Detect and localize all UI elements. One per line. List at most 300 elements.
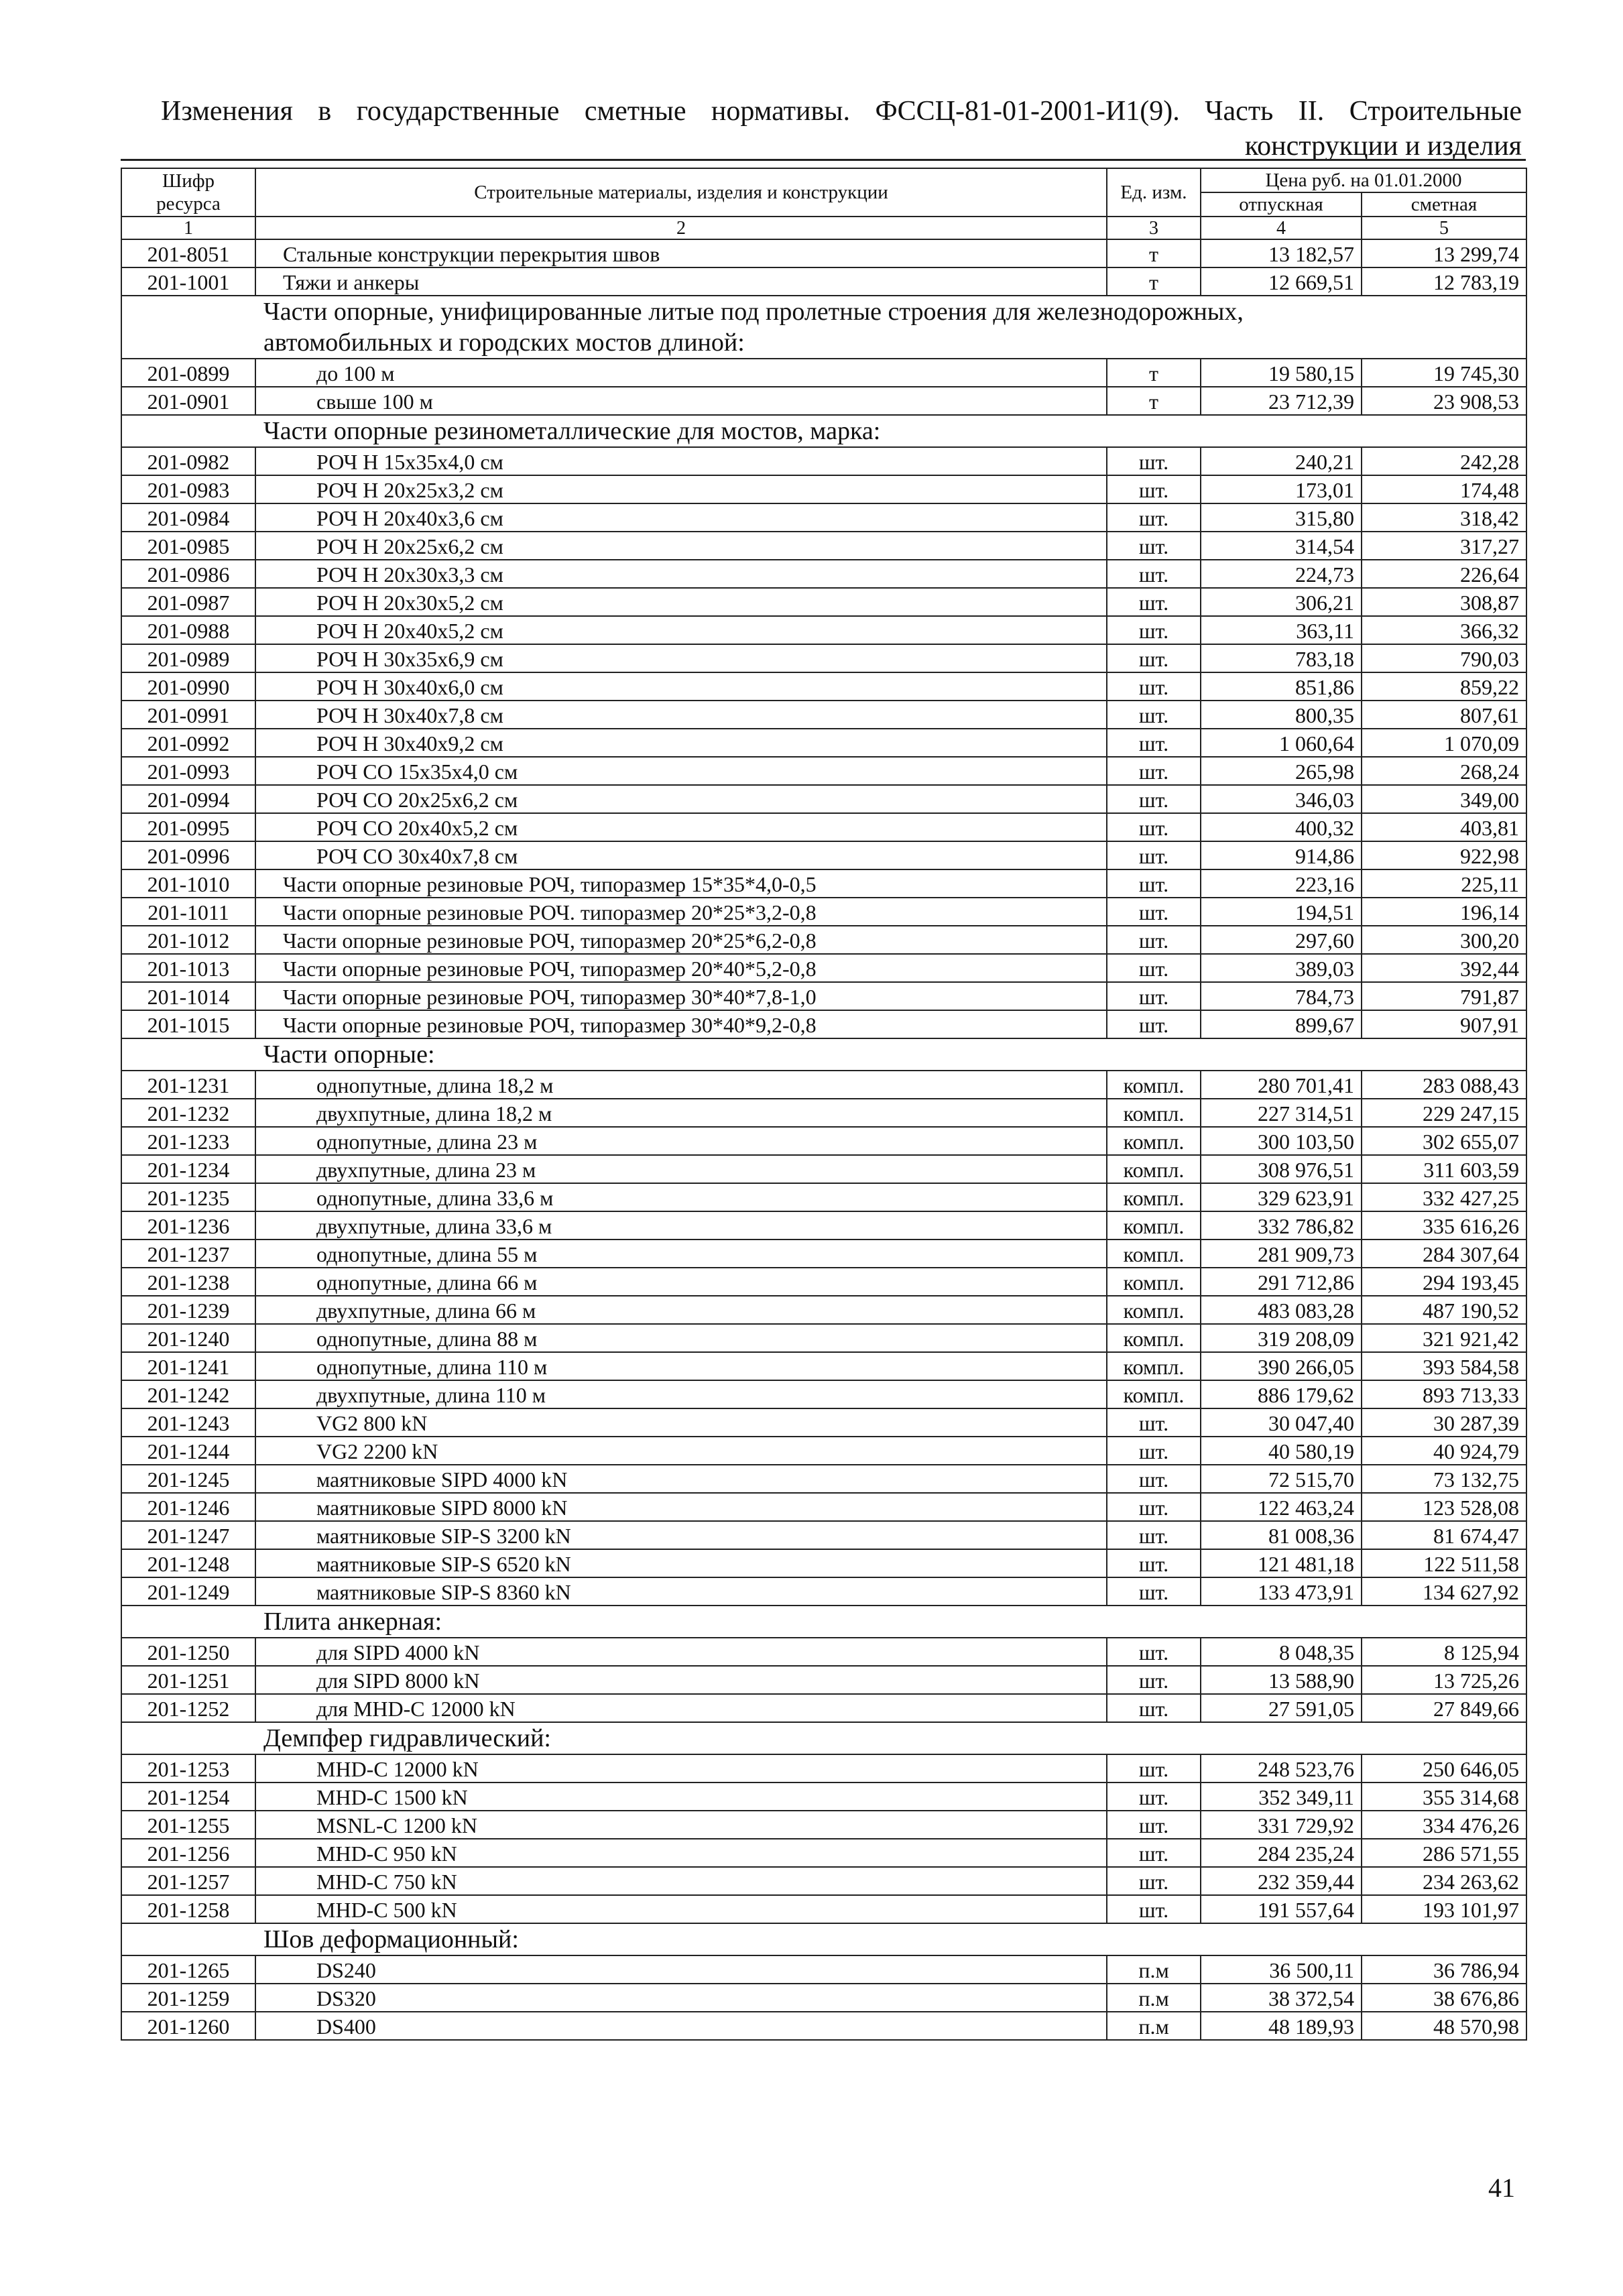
table-row — [121, 1324, 1526, 1352]
item-name: двухпутные, длина 110 м — [255, 1380, 1107, 1408]
release-price: 40 580,19 — [1201, 1437, 1362, 1465]
table-row — [121, 1955, 1526, 1984]
release-price: 280 701,41 — [1201, 1071, 1362, 1099]
table-row — [121, 1155, 1526, 1183]
unit-of-measure: п.м — [1107, 2012, 1201, 2040]
table-row — [121, 503, 1526, 532]
column-number: 2 — [255, 217, 1107, 239]
resource-code: 201-1235 — [121, 1183, 255, 1211]
table-row — [121, 1240, 1526, 1268]
section-header-row — [121, 415, 1526, 447]
estimate-price: 250 646,05 — [1362, 1754, 1526, 1783]
unit-of-measure: компл. — [1107, 1240, 1201, 1268]
item-name: DS400 — [255, 2012, 1107, 2040]
item-name: РОЧ СО 30x40x7,8 см — [255, 841, 1107, 869]
resource-code: 201-1255 — [121, 1811, 255, 1839]
table-row — [121, 1183, 1526, 1211]
table-row — [121, 616, 1526, 644]
release-price: 851,86 — [1201, 672, 1362, 701]
section-title: Шов деформационный: — [255, 1923, 1526, 1955]
estimate-price: 1 070,09 — [1362, 729, 1526, 757]
unit-of-measure: шт. — [1107, 926, 1201, 954]
table-row — [121, 785, 1526, 813]
table-row — [121, 1754, 1526, 1783]
resource-code: 201-1011 — [121, 898, 255, 926]
item-name: двухпутные, длина 23 м — [255, 1155, 1107, 1183]
item-name: однопутные, длина 55 м — [255, 1240, 1107, 1268]
unit-of-measure: компл. — [1107, 1071, 1201, 1099]
release-price: 13 588,90 — [1201, 1666, 1362, 1694]
table-row — [121, 869, 1526, 898]
column-number-row — [121, 217, 1526, 239]
unit-of-measure: шт. — [1107, 1839, 1201, 1867]
release-price: 248 523,76 — [1201, 1754, 1362, 1783]
item-name: РОЧ Н 15x35x4,0 см — [255, 447, 1107, 475]
unit-of-measure: шт. — [1107, 701, 1201, 729]
unit-of-measure: шт. — [1107, 588, 1201, 616]
table-row — [121, 387, 1526, 415]
unit-of-measure: компл. — [1107, 1099, 1201, 1127]
resource-code: 201-1244 — [121, 1437, 255, 1465]
release-price: 800,35 — [1201, 701, 1362, 729]
resource-code: 201-0983 — [121, 475, 255, 503]
item-name: РОЧ Н 20x30x5,2 см — [255, 588, 1107, 616]
item-name: РОЧ Н 20x40x3,6 см — [255, 503, 1107, 532]
estimate-price: 302 655,07 — [1362, 1127, 1526, 1155]
item-name: маятниковые SIP-S 8360 kN — [255, 1577, 1107, 1606]
header-name: Строительные материалы, изделия и конструкции — [255, 168, 1107, 217]
unit-of-measure: шт. — [1107, 616, 1201, 644]
item-name: MHD-C 500 kN — [255, 1895, 1107, 1923]
column-number: 5 — [1362, 217, 1526, 239]
item-name: РОЧ СО 20x40x5,2 см — [255, 813, 1107, 841]
item-name: двухпутные, длина 66 м — [255, 1296, 1107, 1324]
release-price: 224,73 — [1201, 560, 1362, 588]
section-header-row — [121, 1038, 1526, 1071]
item-name: Части опорные резиновые РОЧ, типоразмер 20*25*6,2-0,8 — [255, 926, 1107, 954]
resource-code: 201-0986 — [121, 560, 255, 588]
item-name: для SIPD 8000 kN — [255, 1666, 1107, 1694]
release-price: 483 083,28 — [1201, 1296, 1362, 1324]
release-price: 783,18 — [1201, 644, 1362, 672]
table-row — [121, 644, 1526, 672]
estimate-price: 907,91 — [1362, 1010, 1526, 1038]
resource-code: 201-1234 — [121, 1155, 255, 1183]
table-row — [121, 588, 1526, 616]
unit-of-measure: шт. — [1107, 1694, 1201, 1722]
unit-of-measure: шт. — [1107, 1867, 1201, 1895]
table-row — [121, 239, 1526, 267]
header-code: Шифр ресурса — [121, 168, 255, 217]
item-name: РОЧ Н 30x40x7,8 см — [255, 701, 1107, 729]
release-price: 27 591,05 — [1201, 1694, 1362, 1722]
item-name: РОЧ Н 20x30x3,3 см — [255, 560, 1107, 588]
estimate-price: 38 676,86 — [1362, 1984, 1526, 2012]
table-row — [121, 954, 1526, 982]
release-price: 36 500,11 — [1201, 1955, 1362, 1984]
unit-of-measure: компл. — [1107, 1296, 1201, 1324]
release-price: 352 349,11 — [1201, 1783, 1362, 1811]
table-row — [121, 672, 1526, 701]
release-price: 291 712,86 — [1201, 1268, 1362, 1296]
estimate-price: 791,87 — [1362, 982, 1526, 1010]
unit-of-measure: шт. — [1107, 785, 1201, 813]
resource-code: 201-0989 — [121, 644, 255, 672]
release-price: 12 669,51 — [1201, 267, 1362, 296]
estimate-price: 487 190,52 — [1362, 1296, 1526, 1324]
unit-of-measure: шт. — [1107, 1895, 1201, 1923]
table-row — [121, 1867, 1526, 1895]
item-name: однопутные, длина 110 м — [255, 1352, 1107, 1380]
release-price: 886 179,62 — [1201, 1380, 1362, 1408]
resource-code: 201-1258 — [121, 1895, 255, 1923]
table-row — [121, 447, 1526, 475]
unit-of-measure: т — [1107, 387, 1201, 415]
item-name: MHD-C 12000 kN — [255, 1754, 1107, 1783]
table-row — [121, 1211, 1526, 1240]
estimate-price: 392,44 — [1362, 954, 1526, 982]
section-header-blank — [121, 296, 255, 359]
table-row — [121, 1895, 1526, 1923]
estimate-price: 311 603,59 — [1362, 1155, 1526, 1183]
table-row — [121, 1268, 1526, 1296]
resource-code: 201-1265 — [121, 1955, 255, 1984]
unit-of-measure: шт. — [1107, 954, 1201, 982]
resource-code: 201-1254 — [121, 1783, 255, 1811]
table-row — [121, 757, 1526, 785]
resource-code: 201-1248 — [121, 1549, 255, 1577]
unit-of-measure: компл. — [1107, 1211, 1201, 1240]
table-row — [121, 1577, 1526, 1606]
estimate-price: 122 511,58 — [1362, 1549, 1526, 1577]
table-row — [121, 1783, 1526, 1811]
item-name: Части опорные резиновые РОЧ, типоразмер 30*40*7,8-1,0 — [255, 982, 1107, 1010]
item-name: свыше 100 м — [255, 387, 1107, 415]
resource-code: 201-1253 — [121, 1754, 255, 1783]
resource-code: 201-1231 — [121, 1071, 255, 1099]
release-price: 300 103,50 — [1201, 1127, 1362, 1155]
resource-code: 201-1237 — [121, 1240, 255, 1268]
unit-of-measure: шт. — [1107, 1465, 1201, 1493]
unit-of-measure: шт. — [1107, 1010, 1201, 1038]
item-name: однопутные, длина 18,2 м — [255, 1071, 1107, 1099]
release-price: 784,73 — [1201, 982, 1362, 1010]
item-name: Части опорные резиновые РОЧ, типоразмер 20*40*5,2-0,8 — [255, 954, 1107, 982]
item-name: однопутные, длина 33,6 м — [255, 1183, 1107, 1211]
table-row — [121, 1071, 1526, 1099]
section-title: Части опорные резинометаллические для мостов, марка: — [255, 415, 1526, 447]
release-price: 331 729,92 — [1201, 1811, 1362, 1839]
resource-code: 201-1236 — [121, 1211, 255, 1240]
estimate-price: 40 924,79 — [1362, 1437, 1526, 1465]
column-number: 1 — [121, 217, 255, 239]
table-row — [121, 1521, 1526, 1549]
estimate-price: 300,20 — [1362, 926, 1526, 954]
estimate-price: 226,64 — [1362, 560, 1526, 588]
estimate-price: 30 287,39 — [1362, 1408, 1526, 1437]
section-header-blank — [121, 1038, 255, 1071]
release-price: 227 314,51 — [1201, 1099, 1362, 1127]
estimate-price: 174,48 — [1362, 475, 1526, 503]
item-name: РОЧ Н 30x40x6,0 см — [255, 672, 1107, 701]
table-row — [121, 1465, 1526, 1493]
resource-code: 201-1260 — [121, 2012, 255, 2040]
page-header-title: Изменения в государственные сметные нормативы. ФССЦ-81-01-2001-И1(9). Часть II. Строительные конструкции и изделия — [161, 96, 1522, 162]
release-price: 194,51 — [1201, 898, 1362, 926]
release-price: 319 208,09 — [1201, 1324, 1362, 1352]
unit-of-measure: шт. — [1107, 1811, 1201, 1839]
estimate-price: 134 627,92 — [1362, 1577, 1526, 1606]
estimate-price: 13 299,74 — [1362, 239, 1526, 267]
item-name: MHD-C 950 kN — [255, 1839, 1107, 1867]
unit-of-measure: шт. — [1107, 560, 1201, 588]
resource-code: 201-1259 — [121, 1984, 255, 2012]
table-row — [121, 1099, 1526, 1127]
resource-code: 201-1242 — [121, 1380, 255, 1408]
release-price: 284 235,24 — [1201, 1839, 1362, 1867]
release-price: 315,80 — [1201, 503, 1362, 532]
estimate-price: 283 088,43 — [1362, 1071, 1526, 1099]
section-header-blank — [121, 415, 255, 447]
unit-of-measure: шт. — [1107, 1437, 1201, 1465]
estimate-price: 922,98 — [1362, 841, 1526, 869]
item-name: MHD-C 1500 kN — [255, 1783, 1107, 1811]
release-price: 306,21 — [1201, 588, 1362, 616]
release-price: 81 008,36 — [1201, 1521, 1362, 1549]
item-name: Части опорные резиновые РОЧ. типоразмер 20*25*3,2-0,8 — [255, 898, 1107, 926]
section-title: Части опорные: — [255, 1038, 1526, 1071]
unit-of-measure: шт. — [1107, 869, 1201, 898]
release-price: 133 473,91 — [1201, 1577, 1362, 1606]
table-row — [121, 532, 1526, 560]
table-row — [121, 926, 1526, 954]
resource-code: 201-1010 — [121, 869, 255, 898]
unit-of-measure: компл. — [1107, 1183, 1201, 1211]
estimate-price: 242,28 — [1362, 447, 1526, 475]
resource-code: 201-1014 — [121, 982, 255, 1010]
release-price: 281 909,73 — [1201, 1240, 1362, 1268]
release-price: 173,01 — [1201, 475, 1362, 503]
item-name: DS320 — [255, 1984, 1107, 2012]
unit-of-measure: шт. — [1107, 729, 1201, 757]
resource-code: 201-1252 — [121, 1694, 255, 1722]
table-row — [121, 813, 1526, 841]
section-header-blank — [121, 1923, 255, 1955]
item-name: MSNL-C 1200 kN — [255, 1811, 1107, 1839]
estimate-price: 893 713,33 — [1362, 1380, 1526, 1408]
estimate-price: 23 908,53 — [1362, 387, 1526, 415]
item-name: однопутные, длина 66 м — [255, 1268, 1107, 1296]
release-price: 121 481,18 — [1201, 1549, 1362, 1577]
estimate-price: 81 674,47 — [1362, 1521, 1526, 1549]
release-price: 297,60 — [1201, 926, 1362, 954]
item-name: VG2 2200 kN — [255, 1437, 1107, 1465]
table-row — [121, 1127, 1526, 1155]
unit-of-measure: компл. — [1107, 1380, 1201, 1408]
header-rule — [121, 159, 1526, 161]
release-price: 191 557,64 — [1201, 1895, 1362, 1923]
item-name: Стальные конструкции перекрытия швов — [255, 239, 1107, 267]
item-name: однопутные, длина 88 м — [255, 1324, 1107, 1352]
resource-code: 201-0993 — [121, 757, 255, 785]
unit-of-measure: шт. — [1107, 1549, 1201, 1577]
item-name: маятниковые SIPD 8000 kN — [255, 1493, 1107, 1521]
release-price: 13 182,57 — [1201, 239, 1362, 267]
resource-code: 201-0982 — [121, 447, 255, 475]
unit-of-measure: шт. — [1107, 757, 1201, 785]
resource-code: 201-0899 — [121, 359, 255, 387]
item-name: Части опорные резиновые РОЧ, типоразмер 15*35*4,0-0,5 — [255, 869, 1107, 898]
table-row — [121, 1408, 1526, 1437]
table-row — [121, 475, 1526, 503]
resource-code: 201-1240 — [121, 1324, 255, 1352]
resource-code: 201-0996 — [121, 841, 255, 869]
resource-code: 201-1245 — [121, 1465, 255, 1493]
section-header-row — [121, 1923, 1526, 1955]
estimate-price: 317,27 — [1362, 532, 1526, 560]
table-row — [121, 729, 1526, 757]
release-price: 48 189,93 — [1201, 2012, 1362, 2040]
unit-of-measure: шт. — [1107, 982, 1201, 1010]
unit-of-measure: т — [1107, 359, 1201, 387]
resource-code: 201-1243 — [121, 1408, 255, 1437]
item-name: до 100 м — [255, 359, 1107, 387]
item-name: РОЧ Н 30x35x6,9 см — [255, 644, 1107, 672]
resource-code: 201-0985 — [121, 532, 255, 560]
estimate-price: 27 849,66 — [1362, 1694, 1526, 1722]
table-row — [121, 982, 1526, 1010]
table-row — [121, 841, 1526, 869]
page-number: 41 — [1488, 2173, 1515, 2203]
resource-code: 201-1238 — [121, 1268, 255, 1296]
header-release-price: отпускная — [1201, 192, 1362, 217]
release-price: 122 463,24 — [1201, 1493, 1362, 1521]
unit-of-measure: п.м — [1107, 1984, 1201, 2012]
resource-code: 201-0984 — [121, 503, 255, 532]
estimate-price: 196,14 — [1362, 898, 1526, 926]
estimate-price: 308,87 — [1362, 588, 1526, 616]
item-name: маятниковые SIP-S 3200 kN — [255, 1521, 1107, 1549]
estimate-price: 234 263,62 — [1362, 1867, 1526, 1895]
resource-code: 201-1233 — [121, 1127, 255, 1155]
section-header-row — [121, 1722, 1526, 1754]
release-price: 23 712,39 — [1201, 387, 1362, 415]
unit-of-measure: шт. — [1107, 1493, 1201, 1521]
table-row — [121, 1694, 1526, 1722]
release-price: 1 060,64 — [1201, 729, 1362, 757]
item-name: двухпутные, длина 33,6 м — [255, 1211, 1107, 1240]
unit-of-measure: шт. — [1107, 898, 1201, 926]
unit-of-measure: шт. — [1107, 1754, 1201, 1783]
column-number: 3 — [1107, 217, 1201, 239]
unit-of-measure: компл. — [1107, 1324, 1201, 1352]
unit-of-measure: компл. — [1107, 1155, 1201, 1183]
table-row — [121, 1549, 1526, 1577]
release-price: 314,54 — [1201, 532, 1362, 560]
estimate-price: 229 247,15 — [1362, 1099, 1526, 1127]
resource-code: 201-1246 — [121, 1493, 255, 1521]
unit-of-measure: шт. — [1107, 1408, 1201, 1437]
resource-code: 201-8051 — [121, 239, 255, 267]
release-price: 390 266,05 — [1201, 1352, 1362, 1380]
release-price: 329 623,91 — [1201, 1183, 1362, 1211]
header-estimate-price: сметная — [1362, 192, 1526, 217]
unit-of-measure: шт. — [1107, 447, 1201, 475]
unit-of-measure: шт. — [1107, 1638, 1201, 1666]
item-name: РОЧ СО 20x25x6,2 см — [255, 785, 1107, 813]
resource-code: 201-0990 — [121, 672, 255, 701]
item-name: Тяжи и анкеры — [255, 267, 1107, 296]
release-price: 19 580,15 — [1201, 359, 1362, 387]
resource-code: 201-1256 — [121, 1839, 255, 1867]
unit-of-measure: шт. — [1107, 503, 1201, 532]
item-name: маятниковые SIP-S 6520 kN — [255, 1549, 1107, 1577]
release-price: 914,86 — [1201, 841, 1362, 869]
resource-code: 201-1232 — [121, 1099, 255, 1127]
estimate-price: 284 307,64 — [1362, 1240, 1526, 1268]
table-row — [121, 1984, 1526, 2012]
table-row — [121, 898, 1526, 926]
table-row — [121, 1380, 1526, 1408]
estimate-price: 19 745,30 — [1362, 359, 1526, 387]
unit-of-measure: шт. — [1107, 475, 1201, 503]
resource-code: 201-0988 — [121, 616, 255, 644]
item-name: DS240 — [255, 1955, 1107, 1984]
estimate-price: 334 476,26 — [1362, 1811, 1526, 1839]
table-row — [121, 1352, 1526, 1380]
item-name: для SIPD 4000 kN — [255, 1638, 1107, 1666]
estimate-price: 36 786,94 — [1362, 1955, 1526, 1984]
table-row — [121, 359, 1526, 387]
header-price-group: Цена руб. на 01.01.2000 — [1201, 168, 1526, 192]
unit-of-measure: шт. — [1107, 841, 1201, 869]
unit-of-measure: шт. — [1107, 532, 1201, 560]
unit-of-measure: шт. — [1107, 1783, 1201, 1811]
unit-of-measure: шт. — [1107, 1577, 1201, 1606]
release-price: 72 515,70 — [1201, 1465, 1362, 1493]
resource-code: 201-0987 — [121, 588, 255, 616]
item-name: РОЧ Н 30x40x9,2 см — [255, 729, 1107, 757]
resource-code: 201-1012 — [121, 926, 255, 954]
estimate-price: 790,03 — [1362, 644, 1526, 672]
unit-of-measure: компл. — [1107, 1127, 1201, 1155]
resource-code: 201-1015 — [121, 1010, 255, 1038]
unit-of-measure: шт. — [1107, 813, 1201, 841]
item-name: Части опорные резиновые РОЧ, типоразмер 30*40*9,2-0,8 — [255, 1010, 1107, 1038]
estimate-price: 355 314,68 — [1362, 1783, 1526, 1811]
estimate-price: 318,42 — [1362, 503, 1526, 532]
release-price: 389,03 — [1201, 954, 1362, 982]
release-price: 232 359,44 — [1201, 1867, 1362, 1895]
resource-code: 201-0991 — [121, 701, 255, 729]
estimate-price: 366,32 — [1362, 616, 1526, 644]
item-name: VG2 800 kN — [255, 1408, 1107, 1437]
table-row — [121, 2012, 1526, 2040]
item-name: РОЧ Н 20x25x3,2 см — [255, 475, 1107, 503]
unit-of-measure: п.м — [1107, 1955, 1201, 1984]
unit-of-measure: компл. — [1107, 1352, 1201, 1380]
resource-code: 201-0995 — [121, 813, 255, 841]
item-name: двухпутные, длина 18,2 м — [255, 1099, 1107, 1127]
resource-code: 201-0901 — [121, 387, 255, 415]
table-row — [121, 1811, 1526, 1839]
release-price: 240,21 — [1201, 447, 1362, 475]
resource-code: 201-0992 — [121, 729, 255, 757]
unit-of-measure: т — [1107, 267, 1201, 296]
resource-code: 201-1250 — [121, 1638, 255, 1666]
estimate-price: 859,22 — [1362, 672, 1526, 701]
release-price: 308 976,51 — [1201, 1155, 1362, 1183]
